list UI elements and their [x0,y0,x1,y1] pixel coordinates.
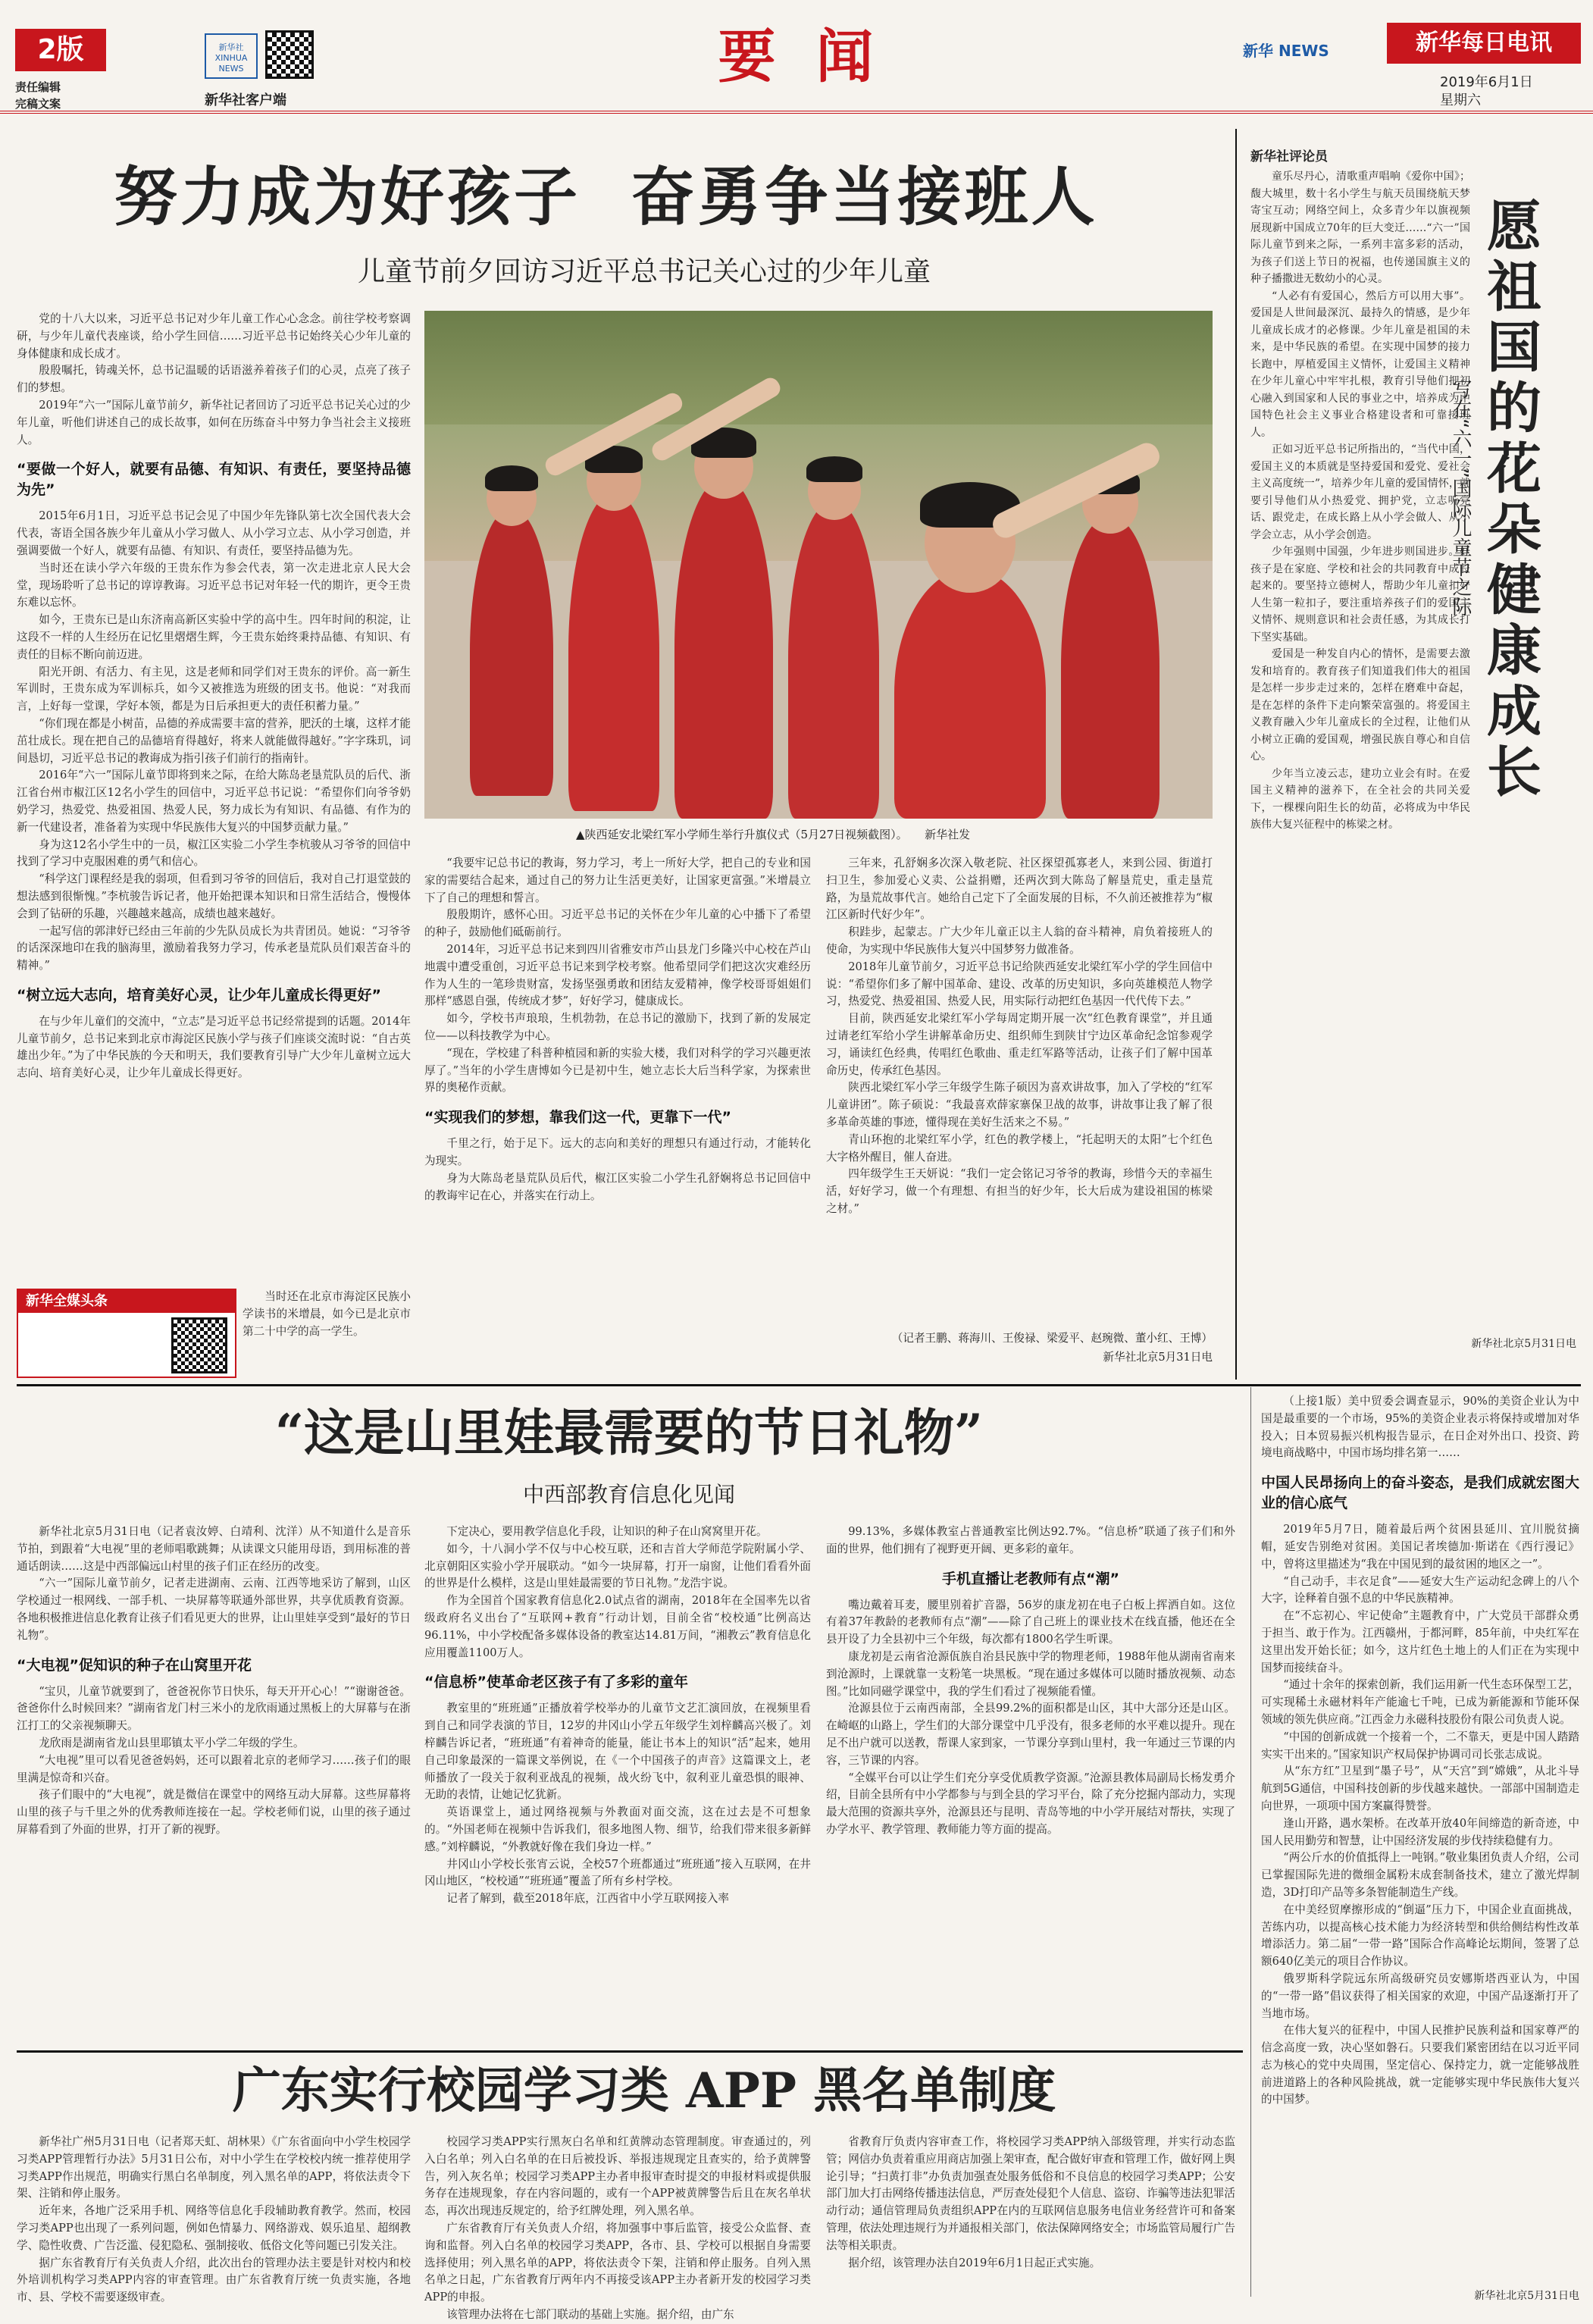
lead-byline: （记者王鹏、蒋海川、王俊禄、梁爱平、赵琬微、董小红、王博） [891,1332,1213,1345]
story2-subhead: 中西部教育信息化见闻 [522,1482,735,1507]
media-ad-title: 新华全媒头条 [18,1290,235,1313]
commentary-title: 愿祖国的花朵健康成长 [1478,197,1542,803]
commentary-dateline: 新华社北京5月31日电 [1471,1338,1576,1350]
lead-column-3: 三年来，孔舒娴多次深入敬老院、社区探望孤寡老人，来到公园、街道打扫卫生，参加爱心义卖、公益捐赠，还两次到大陈岛了解垦荒史，重走垦荒路，为垦荒故事代言。她给自己定下了全面发展的目标，不久前还被推荐为“椒江区新时代好少年”。 积跬步，起蒙志。广大少年儿童正以主人翁的奋斗精神，肩负着接班人的使命，为实现中华民族伟大复兴中国梦努力做准备。 2018年儿童节前夕，习近平总书记给陕西延安北梁红军小学的学生回信中说：“希望你们多了解中国革命、建设、改革的历史知识，多向英雄模范人物学习，热爱党、热爱祖国、热爱人民，用实际行动把红色基因一代代传下去。” 目前，陕西延安北梁红军小学每周定期开展一次“红色教育课堂”，并且通过请老红军给小学生讲解革命历史、组织师生到陕甘宁边区革命纪念馆参观学习，诵读红色经典，传唱红色歌曲、重走红军路等活动，让孩子们了解中国革命历史，传承红色基因。 陕西北梁红军小学三年级学生陈子硕因为喜欢讲故事，加入了学校的“红军儿童讲团”。陈子硕说：“我最喜欢薛家寨保卫战的故事，讲故事让我了解了很多革命英雄的事迹，懂得现在美好生活来之不易。” 青山环抱的北梁红军小学，红色的教学楼上，“托起明天的太阳”七个红色大字格外醒目，催人奋进。 四年级学生王天妍说：“我们一定会铭记习爷爷的教诲，珍惜今天的幸福生活，好好学习，做一个有理想、有担当的好少年，长大后成为建设祖国的栋梁之材。” [826,857,1213,1215]
lead-subheading-3: “实现我们的梦想，靠我们这一代，更靠下一代” [424,1109,731,1126]
section-divider-2 [17,2050,1243,2053]
trade-dateline: 新华社北京5月31日电 [1474,2290,1579,2302]
masthead [0,0,1593,114]
lead-headline: 努力成为好孩子 奋勇争当接班人 [114,159,1098,234]
news-logo: 新华 NEWS [1243,42,1329,60]
section-title: 要 闻 [718,23,874,90]
xinhua-logo: 新华社 XINHUA NEWS [205,33,258,79]
lead-subhead: 儿童节前夕回访习近平总书记关心过的少年儿童 [357,256,931,287]
trade-column: （上接1版）美中贸委会调查显示，90%的美资企业认为中国是最重要的一个市场，95%的美资企业表示将保持或增加对华投入；日本贸易振兴机构报告显示，在日企对外出口、投资、跨境电商战略中，中国市场均排名第一…… 中国人民昂扬向上的奋斗姿态，是我们成就宏图大业的信心底气 2019年5月7日，随着最后两个贫困县延川、宜川脱贫摘帽，延安告别绝对贫困。美国记者埃德加·斯诺在《西行漫记》中，曾将这里描述为“我在中国见到的最贫困的地区之一”。 “自己动手，丰衣足食”——延安大生产运动纪念碑上的八个大字，诠释着自强不息的中华民族精神。 在“不忘初心、牢记使命”主题教育中，广大党员干部群众勇于担当、敢于作为。江西赣州，于都河畔，85年前，中央红军在这里出发开始长征；如今，这片红色土地上的人们正在为实现中国梦而接续奋斗。 “通过十余年的探索创新，我们运用新一代生态环保型工艺，可实现稀土永磁材料年产能逾七千吨，已成为新能源和节能环保领域的领先供应商。”江西金力永磁科技股份有限公司负责人说。 “中国的创新成就一个接着一个，二不靠天，更是中国人踏踏实实干出来的。”国家知识产权局保护协调司司长张志成说。 从“东方红”卫星到“墨子号”，从“天宫”到“嫦娥”，从北斗导航到5G通信，中国科技创新的步伐越来越快。一部部中国制造走向世界，一项项中国方案赢得赞誉。 逢山开路，遇水架桥。在改革开放40年间缔造的新奇迹，中国人民用勤劳和智慧，让中国经济发展的步伐持续稳健有力。 “两公斤水的价值抵得上一吨钢。”敬业集团负责人介绍，公司已掌握国际先进的微细金属粉末成套制备技术，建立了激光焊制造，3D打印产品等多条智能制造生产线。 在中美经贸摩擦形成的“倒逼”压力下，中国企业直面挑战，苦练内功，以提高核心技术能力为经济转型和供给侧结构性改革增添活力。第二届“一带一路”国际合作高峰论坛期间，签署了总额640亿美元的项目合作协议。 俄罗斯科学院远东所高级研究员安娜斯塔西亚认为，中国的“一带一路”倡议获得了相关国家的欢迎，中国产品逐渐打开了当地市场。 在伟大复兴的征程中，中国人民推护民族利益和国家尊严的信念高度一致，决心坚如磐石。只要我们紧密团结在以习近平同志为核心的党中央周围，坚定信心、保持定力，就一定能够战胜前进道路上的各种风险挑战，就一定能够实现中华民族伟大复兴的中国梦。 [1261,1395,1579,2106]
story2-column-1: 新华社北京5月31日电（记者袁汝婷、白靖利、沈洋）从不知道什么是音乐节拍，到跟着“大电视”里的老师唱歌跳舞；从读课文只能用母语，到用标准的普通话朗读……这是中西部偏远山村里的孩子们正在经历的改变。 “六一”国际儿童节前夕，记者走进湖南、云南、江西等地采访了解到，山区学校通过一根网线、一部手机、一块屏幕等联通外部世界，共享优质教育资源。各地积极推进信息化教育让孩子们看见更大的世界，让山里娃享受到“最好的节日礼物”。 “大电视”促知识的种子在山窝里开花 “宝贝，儿童节就要到了，爸爸祝你节日快乐，每天开开心心！”“谢谢爸爸。爸爸你什么时候回来？”湖南省龙门村三米小的龙欣雨通过黑板上的大屏幕与在浙江打工的父亲视频聊天。 龙欣雨是湖南省龙山县里耶镇太平小学二年级的学生。 “大电视”里可以看见爸爸妈妈，还可以跟着北京的老师学习……孩子们的眼里满是惊奇和兴奋。 孩子们眼中的“大电视”，就是微信在课堂中的网络互动大屏幕。这些屏幕将山里的孩子与千里之外的优秀教师连接在一起。学校老师们说，山里的孩子通过屏幕看到了外面的世界，打开了新的视野。 [17,1525,411,1836]
story2-column-3: 99.13%，多媒体教室占普通教室比例达92.7%。“信息桥”联通了孩子们和外面的世界，他们拥有了视野更开阔、更多彩的童年。 手机直播让老教师有点“潮” 嘴边戴着耳麦，腰里别着扩音器，56岁的康龙初在电子白板上挥洒自如。这位有着37年教龄的老教师有点“潮”——除了自己班上的课业技术在线直播，他还在全县开设了力全县初中三个年级，每次都有1800名学生听课。 康龙初是云南省沧源佤族自治县民族中学的物理老师，1988年他从湖南省南来到沧源时，上课就靠一支粉笔一块黑板。“现在通过多媒体可以随时播放视频、动态图。”比如同磁学课堂中，我的学生们看过了视频能看懂。 沧源县位于云南西南部，全县99.2%的面积都是山区，其中大部分还是山区。在崎岖的山路上，学生们的大部分课堂中几乎没有，很多老师的水平难以提升。现在足不出户就可以送教，帮课人家到家，一节课分享到山里村，我一年通过三节课的内容，三节课的内容。 “全媒平台可以让学生们充分享受优质教学资源。”沧源县教体局副局长杨发勇介绍，目前全县所有中小学都参与与到全县的学习平台，除了充分挖掘内部动力，实现最大范围的资源共享外，沧源县还与昆明、青岛等地的中小学开展结对帮扶，实现了办学水平、教学管理、教师能力等方面的提高。 [826,1525,1235,1836]
lead-column-2: “我要牢记总书记的教诲，努力学习，考上一所好大学，把自己的专业和国家的需要结合起来，通过自己的努力让生活更美好，让国家更富强。”米增晨立下了自己的理想和誓言。 殷殷期许，感怀心田。习近平总书记的关怀在少年儿童的心中播下了希望的种子，鼓励他们砥砺前行。 2014年，习近平总书记来到四川省雅安市芦山县龙门乡隆兴中心校在芦山地震中遭受重创，习近平总书记来到学校考察。他希望同学们把这次灾难经历作为人生的一笔珍贵财富，发扬坚强勇敢和团结友爱精神，像学校哥哥姐姐们那样“感恩自强，传统成才梦”，好好学习，健康成长。 如今，学校书声琅琅，生机勃勃，在总书记的激励下，找到了新的发展定位——以科技教学为中心。 “现在，学校建了科普种植园和新的实验大楼，我们对科学的学习兴趣更浓厚了。”当年的小学生唐博如今已是初中生，她立志长大后当科学家，为探索世界的奥秘作贡献。 “实现我们的梦想，靠我们这一代，更靠下一代” 千里之行，始于足下。远大的志向和美好的理想只有通过行动，才能转化为现实。 身为大陈岛老垦荒队员后代，椒江区实验二小学生孔舒娴将总书记回信中的教诲牢记在心，并落实在行动上。 [424,857,811,1202]
lead-dateline: 新华社北京5月31日电 [1103,1351,1213,1364]
commentary-divider [1235,129,1237,1380]
editor-proof: 完稿文案 [15,97,61,111]
editor-duty: 责任编辑 [15,80,61,94]
paper-name-box: 新华每日电讯 [1387,23,1581,64]
media-ad-qr[interactable] [171,1317,227,1373]
client-label: 新华社客户端 [205,92,286,108]
story2-subheading-3: 手机直播让老教师有点“潮” [942,1570,1119,1587]
story3-column-1: 新华社广州5月31日电（记者郑天虹、胡林果）《广东省面向中小学生校园学习类APP管理暂行办法》5月31日公布，对中小学生在学校校内统一推荐使用学习类APP作出规范，明确实行黑白名单制度，列入黑名单的APP，将依法责令下架、注销和停止服务。 近年来，各地广泛采用手机、网络等信息化手段辅助教育教学。然而，校园学习类APP也出现了一系列问题，例如色情暴力、网络游戏、娱乐追星、超纲教学、隐性收费、广告泛滥、侵犯隐私、强制接收、低俗文化等问题已引发关注。 据广东省教育厅有关负责人介绍，此次出台的管理办法主要是针对校内和校外培训机构学习类APP内容的审查管理。由广东省教育厅统一负责实施，各地市、县、学校不需要逐级审查。 [17,2135,411,2304]
page-number-badge: 2版 [15,29,106,71]
commentary-tag: 新华社评论员 [1250,149,1328,164]
story2-headline: “这是山里娃最需要的节日礼物” [275,1403,983,1462]
issue-date: 2019年6月1日 [1440,74,1533,90]
trade-subheading: 中国人民昂扬向上的奋斗姿态，是我们成就宏图大业的信心底气 [1261,1474,1579,1512]
story3-column-3: 省教育厅负责内容审查工作，将校园学习类APP纳入部级管理，并实行动态监管；网信办负责着重应用商店加强上架审查，配合做好审查和管理工作，做好网上舆论引导；“扫黄打非”办负责加强查处服务低俗和不良信息的校园学习类APP；公安部门加大打击网络传播违法信息，严厉查处侵犯个人信息、盗窃、诈骗等违法犯罪活动行动；通信管理局负责组织APP在内的互联网信息服务电信业务经营许可和备案管理，依法处理违规行为并通报相关部门，依法保障网络安全；市场监管局履行广告法等相关职责。 据介绍，该管理办法自2019年6月1日起正式实施。 [826,2135,1235,2269]
media-ad[interactable] [17,1289,236,1378]
lead-subheading-1: “要做一个好人，就要有品德、有知识、有责任，要坚持品德为先” [17,461,411,499]
qr-code[interactable] [265,30,314,79]
story2-column-2: 下定决心，要用教学信息化手段，让知识的种子在山窝窝里开花。 如今，十八洞小学不仅与中心校互联，还和吉首大学师范学院附属小学、北京朝阳区实验小学开展联动。“如今一块屏幕，打开一扇窗，让他们看看外面的世界是什么模样，这是山里娃最需要的节日礼物。”龙浩宇说。 作为全国首个国家教育信息化2.0试点省的湖南，2018年在全国率先以省级政府名义出台了“互联网+教育”行动计划，目前全省“校校通”比例高达96.11%，中小学校配备多媒体设备的教室达14.81万间，“湘教云”教育信息化应用覆盖1100万人。 “信息桥”使革命老区孩子有了多彩的童年 教室里的“班班通”正播放着学校举办的儿童节文艺汇演回放，在视频里看到自己和同学表演的节目，12岁的井冈山小学五年级学生刘梓麟高兴极了。刘梓麟告诉记者，“班班通”有着神奇的能量，能让书本上的知识“活”起来，她用自己印象最深的一篇课文举例说，在《一个中国孩子的声音》这篇课文上，老师播放了一段关于叙利亚战乱的视频，战火纷飞中，叙利亚儿童恐惧的眼神、无助的表情，让她记忆犹新。 英语课堂上，通过网络视频与外教面对面交流，这在过去是不可想象的。“外国老师在视频中告诉我们，很多地图人物、细节，给我们带来很多新鲜感。”刘梓麟说，“外教就好像在我们身边一样。” 井冈山小学校长张宵云说，全校57个班都通过“班班通”接入互联网，在井冈山地区，“校校通”“班班通”覆盖了所有乡村学校。 记者了解到，截至2018年底，江西省中小学互联网接入率 [424,1525,811,1906]
section-divider-1 [17,1384,1581,1386]
lead-photo-caption: ▲陕西延安北梁红军小学师生举行升旗仪式（5月27日视频截图）。 新华社发 [576,828,971,841]
lead-subheading-2: “树立远大志向，培育美好心灵，让少年儿童成长得更好” [17,986,381,1004]
lead-photo [424,311,1213,819]
commentary-body: 童乐尽丹心，清歌重声唱响《爱你中国》；馥大城里，数十名小学生与航天员围绕航天梦寄宝互动；网络空间上，众多青少年以旗视频展现新中国成立70年的巨大变迁……“六一”国际儿童节到来之际，一系列丰富多彩的活动，为孩子们送上节日的祝福，也传递国旗主义的种子播撒进无数幼小的心灵。 “人必有有爱国心，然后方可以用大事”。爱国是人世间最深沉、最持久的情感，是少年儿童成长成才的必修课。少年儿童是祖国的未来，是中华民族的希望。在实现中国梦的接力长跑中，厚植爱国主义情怀，让爱国主义精神在少年儿童心中牢牢扎根，教育引导他们把初心融入到国家和人民的事业之中，培养成为中国特色社会主义事业合格建设者和可靠接班人。 正如习近平总书记所指出的，“当代中国，爱国主义的本质就是坚持爱国和爱党、爱社会主义高度统一”，培养少年儿童的爱国情怀，就要引导他们从小热爱党、拥护党，立志听党话、跟党走，在成长路上从小学会做人、从小学会立志，从小学会创造。 少年强则中国强，少年进步则国进步。好孩子是在家庭、学校和社会的共同教育中成长起来的。要坚持立德树人，帮助少年儿童扣好人生第一粒扣子，要注重培养孩子们的爱国主义情怀、规则意识和社会责任感，为其成长打下坚实基础。 爱国是一种发自内心的情怀，是需要去激发和培育的。教育孩子们知道我们伟大的祖国是怎样一步步走过来的，怎样在磨难中奋起，是在怎样的条件下走向繁荣富强的。将爱国主义教育融入少年儿童成长的全过程，让他们从小树立正确的爱国观，增强民族自尊心和自信心。 少年当立凌云志，建功立业会有时。在爱国主义精神的滋养下，在全社会的共同关爱下，一棵棵向阳生长的幼苗，必将成为中华民族伟大复兴征程中的栋梁之材。 [1250,171,1470,831]
lead-column-1: 党的十八大以来，习近平总书记对少年儿童工作心心念念。前往学校考察调研，与少年儿童代表座谈，给小学生回信……习近平总书记始终关心少年儿童的身体健康和成长成才。 殷殷嘱托，铸魂关怀，总书记温暖的话语滋养着孩子们的心灵，点亮了孩子们的梦想。 2019年“六一”国际儿童节前夕，新华社记者回访了习近平总书记关心过的少年儿童，听他们讲述自己的成长故事，如何在历练奋斗中努力争当社会主义接班人。 “要做一个好人，就要有品德、有知识、有责任，要坚持品德为先” 2015年6月1日，习近平总书记会见了中国少年先锋队第七次全国代表大会代表，寄语全国各族少年儿童从小学习做人、从小学习立志、从小学习创造，并强调要做一个好人，就要有品德、有知识、有责任，要坚持品德为先。 当时还在读小学六年级的王贵东作为参会代表，第一次走进北京人民大会堂，现场聆听了总书记的谆谆教诲。习近平总书记对年轻一代的期许，更令王贵东难以忘怀。 如今，王贵东已是山东济南高新区实验中学的高中生。四年时间的积淀，让这段不一样的人生经历在记忆里熠熠生辉，今王贵东始终秉持品德、有知识、有责任的目标不断向前迈进。 阳光开朗、有活力、有主见，这是老师和同学们对王贵东的评价。高一新生军训时，王贵东成为军训标兵，如今又被推选为班级的团支书。他说：“对我而言，上好每一堂课，学好本领，都是为日后承担更大的责任积蓄力量。” “你们现在都是小树苗，品德的养成需要丰富的营养，肥沃的土壤，这样才能茁壮成长。现在把自己的品德培育得越好，将来人就能做得越好。”字字珠玑，词间恳切，习近平总书记的教诲成为指引孩子们前行的指南针。 2016年“六一”国际儿童节即将到来之际，在给大陈岛老垦荒队员的后代、浙江省台州市椒江区12名小学生的回信中，习近平总书记说：“希望你们向爷爷奶奶学习，热爱党、热爱祖国、热爱人民，努力成长为有知识、有品德、有作为的新一代建设者，准备着为实现中华民族伟大复兴的中国梦贡献力量。” 身为这12名小学生中的一员，椒江区实验二小学生李杭骏从习爷爷的回信中找到了学习中克服困难的勇气和信心。 “科学这门课程经是我的弱项，但看到习爷爷的回信后，我对自己打退堂鼓的想法感到很惭愧。”李杭骏告诉记者，他开始把课本知识和日常生活结合，慢慢体会到了钻研的乐趣，兴趣越来越高，成绩也越来越好。 一起写信的郭津妤已经由三年前的少先队员成长为共青团员。她说：“习爷爷的话深深地印在我的脑海里，激励着我努力学习，传承老垦荒队员们艰苦奋斗的精神。” “树立远大志向，培育美好心灵，让少年儿童成长得更好” 在与少年儿童们的交流中，“立志”是习近平总书记经常提到的话题。2014年儿童节前夕，总书记来到北京市海淀区民族小学与孩子们座谈交流时说：“自古英雄出少年。”为了中华民族的今天和明天，我们要教育引导广大少年儿童树立远大志向、培育美好心灵，让少年儿童成长得更好。 [17,312,411,1080]
issue-weekday: 星期六 [1440,92,1481,108]
story3-column-2: 校园学习类APP实行黑灰白名单和红黄牌动态管理制度。审查通过的，列入白名单；列入白名单的在日后被投诉、举报违规现定且查实的，给予黄牌警告，列入灰名单；校园学习类APP主办者申报审查时提交的申报材料或提供服务存在违规现象，存在内容问题的，或有一个APP被黄牌警告后且在灰名单状态，再次出现违反规定的，给予红牌处理，列入黑名单。 广东省教育厅有关负责人介绍，将加强事中事后监管，接受公众监督、查询和监督。列入白名单的校园学习类APP，各市、县、学校可以根据自身需要选择使用；列入黑名单的APP，将依法责令下架，注销和停止服务。自列入黑名单之日起，广东省教育厅两年内不再接受该APP主办者新开发的校园学习类APP的申报。 该管理办法将在七部门联动的基础上实施。据介绍，由广东 [424,2135,811,2321]
story2-subheading-1: “大电视”促知识的种子在山窝里开花 [17,1656,252,1674]
story3-headline: 广东实行校园学习类 APP 黑名单制度 [232,2062,1056,2119]
lead-column-1-tail: 当时还在北京市海淀区民族小学读书的米增晨，如今已是北京市第二十中学的高一学生。 [243,1290,411,1338]
trade-divider [1250,1387,1251,2297]
commentary-subtitle: 写在“六一”国际儿童节之际 [1449,379,1472,616]
story2-subheading-2: “信息桥”使革命老区孩子有了多彩的童年 [424,1674,688,1691]
